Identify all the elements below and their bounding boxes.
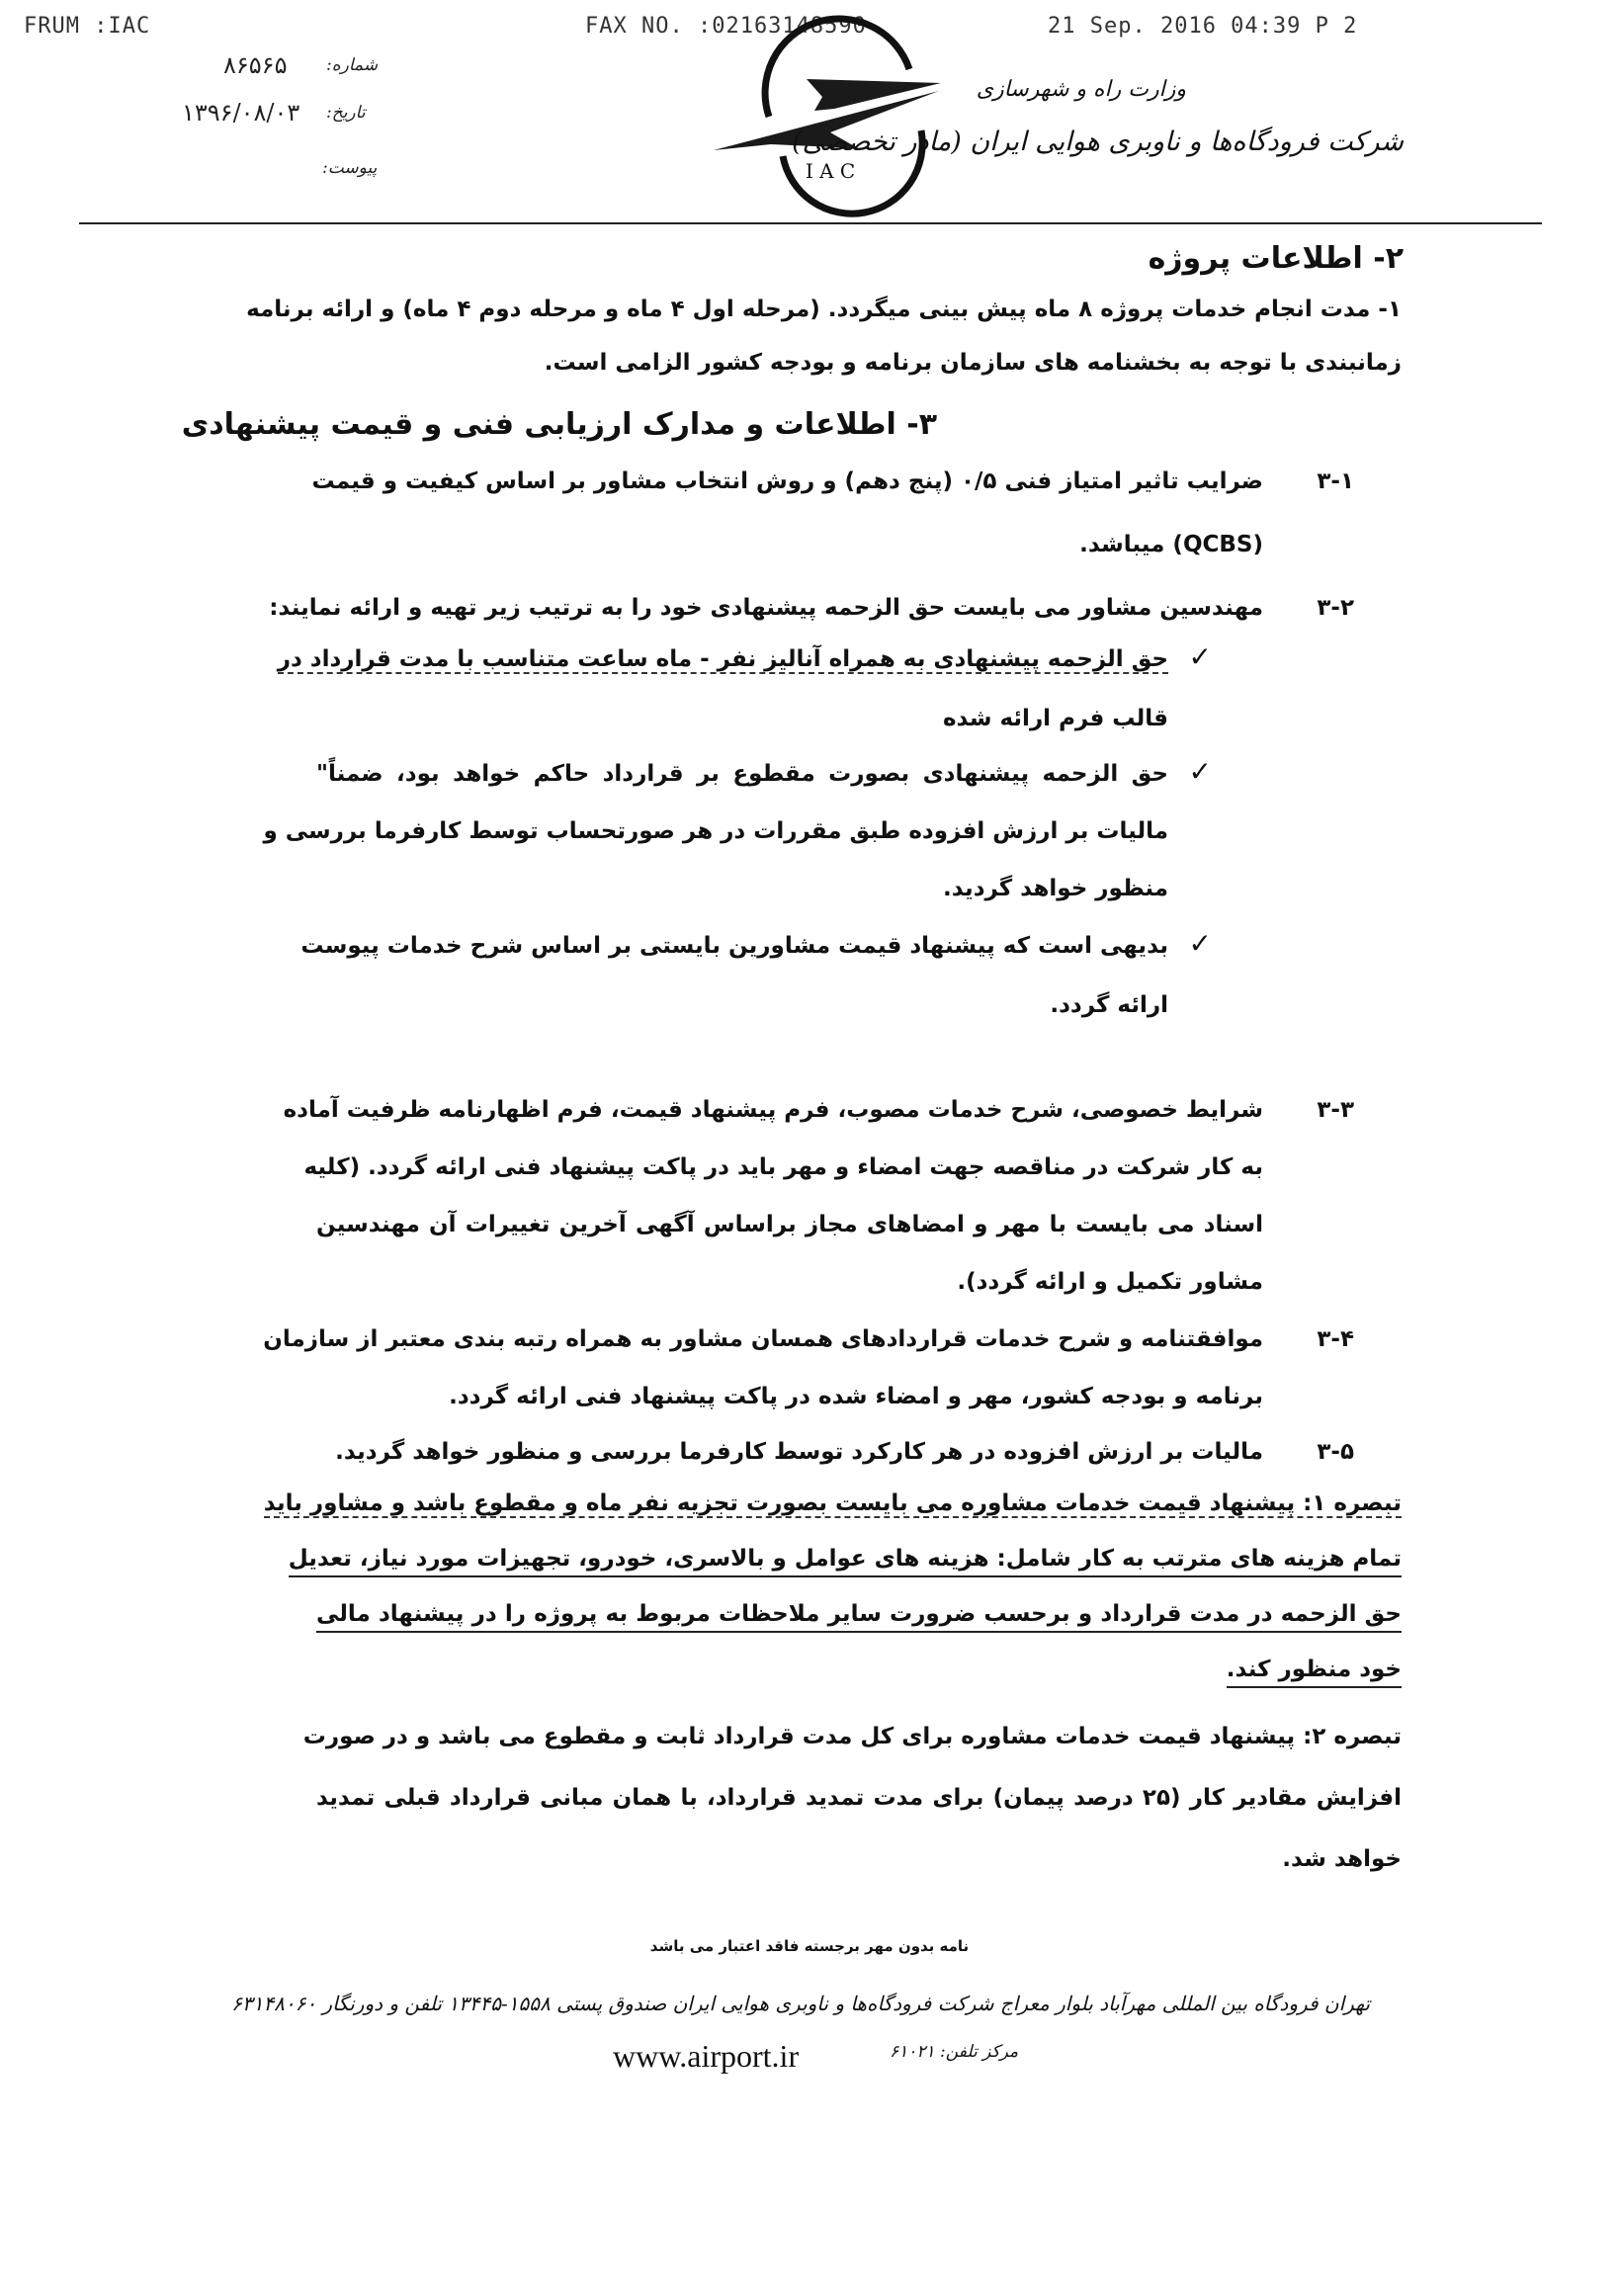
bullet-line: بدیهی است که پیشنهاد قیمت مشاورین بایستی بر اساس شرح خدمات پیوست xyxy=(300,933,1168,959)
section2-heading: ۲- اطلاعات پروژه xyxy=(1148,241,1404,276)
attachment-label: پیوست: xyxy=(322,158,378,178)
checkmark-icon: ✓ xyxy=(1188,640,1212,673)
footer-phone-center: مرکز تلفن: ۶۱۰۲۱ xyxy=(890,2042,1019,2062)
bullet-line: حق الزحمه پیشنهادی بصورت مقطوع بر قرارداد حاکم خواهد بود، ضمناً" xyxy=(316,761,1168,787)
letter-number: ۸۶۵۶۵ xyxy=(223,51,288,79)
letter-date: ۱۳۹۶/۰۸/۰۳ xyxy=(182,99,300,127)
item-line: ضرایب تاثیر امتیاز فنی ۰/۵ (پنج دهم) و روش انتخاب مشاور بر اساس کیفیت و قیمت xyxy=(311,468,1263,494)
section2-line: زمانبندی با توجه به بخشنامه های سازمان برنامه و بودجه کشور الزامی است. xyxy=(544,350,1402,376)
item-line: شرایط خصوصی، شرح خدمات مصوب، فرم پیشنهاد قیمت، فرم اظهارنامه ظرفیت آماده xyxy=(283,1097,1263,1123)
fax-number: FAX NO. :02163148590 xyxy=(585,14,867,39)
item-line: مهندسین مشاور می بایست حق الزحمه پیشنهادی خود را به ترتیب زیر تهیه و ارائه نمایند: xyxy=(269,595,1263,621)
item-line: مشاور تکمیل و ارائه گردد). xyxy=(957,1269,1263,1295)
section3-heading: ۳- اطلاعات و مدارک ارزیابی فنی و قیمت پیشنهادی xyxy=(181,407,937,442)
item-number: ۳-۴ xyxy=(1317,1326,1354,1352)
item-line: به کار شرکت در مناقصه جهت امضاء و مهر باید در پاکت پیشنهاد فنی ارائه گردد. (کلیه xyxy=(303,1154,1263,1180)
footer-validity-note: نامه بدون مهر برجسته فاقد اعتبار می باشد xyxy=(649,1937,970,1955)
bullet-line: ارائه گردد. xyxy=(1050,992,1168,1018)
note2-line: افزایش مقادیر کار (۲۵ درصد پیمان) برای مدت تمدید قرارداد، با همان مبانی قرارداد قبلی تمدید xyxy=(316,1785,1403,1811)
item-number: ۳-۲ xyxy=(1317,595,1354,621)
item-number: ۳-۱ xyxy=(1317,468,1354,494)
item-number: ۳-۳ xyxy=(1317,1097,1354,1123)
bullet-line: حق الزحمه پیشنهادی به همراه آنالیز نفر - ماه ساعت متناسب با مدت قرارداد در xyxy=(277,646,1168,672)
item-line: اسناد می بایست با مهر و امضاهای مجاز براساس آگهی آخرین تغییرات آن مهندسین xyxy=(316,1212,1263,1237)
note2-line: تبصره ۲: پیشنهاد قیمت خدمات مشاوره برای کل مدت قرارداد ثابت و مقطوع می باشد و در صورت xyxy=(302,1724,1402,1749)
item-line: برنامه و بودجه کشور، مهر و امضاء شده در پاکت پیشنهاد فنی ارائه گردد. xyxy=(449,1384,1263,1409)
company-name: شرکت فرودگاه‌ها و ناوبری هوایی ایران (مادر تخصصی) xyxy=(792,127,1404,157)
checkmark-icon: ✓ xyxy=(1188,927,1212,960)
fax-timestamp: 21 Sep. 2016 04:39 P 2 xyxy=(1048,14,1358,39)
footer-address: تهران فرودگاه بین المللی مهرآباد بلوار معراج شرکت فرودگاه‌ها و ناوبری هوایی ایران صندوق پستی ۱۵۵۸-۱۳۴۴۵ تلفن و دورنگار ۶۳۱۴۸۰۶۰ xyxy=(231,1992,1370,2015)
item-line: موافقتنامه و شرح خدمات قراردادهای همسان مشاور به همراه رتبه بندی معتبر از سازمان xyxy=(263,1326,1263,1352)
footer-website-link[interactable]: www.airport.ir xyxy=(613,2038,800,2074)
bullet-line: منظور خواهد گردید. xyxy=(943,876,1168,901)
section2-line: ۱- مدت انجام خدمات پروژه ۸ ماه پیش بینی میگردد. (مرحله اول ۴ ماه و مرحله دوم ۴ ماه) و ارائه برنامه xyxy=(246,297,1402,322)
item-line: (QCBS) میباشد. xyxy=(1079,532,1263,557)
logo-text: I A C xyxy=(805,159,856,183)
number-label: شماره: xyxy=(326,55,379,75)
item-line: مالیات بر ارزش افزوده در هر کارکرد توسط کارفرما بررسی و منظور خواهد گردید. xyxy=(335,1439,1263,1465)
note1-line: خود منظور کند. xyxy=(316,1657,1402,1682)
date-label: تاریخ: xyxy=(326,103,366,123)
bullet-line: قالب فرم ارائه شده xyxy=(942,706,1168,731)
checkmark-icon: ✓ xyxy=(1188,755,1212,788)
fax-sender: FRUM :IAC xyxy=(24,14,151,39)
note1-line: حق الزحمه در مدت قرارداد و برحسب ضرورت سایر ملاحظات مربوط به پروژه را در پیشنهاد مالی xyxy=(316,1601,1402,1627)
note1-line: تمام هزینه های مترتب به کار شامل: هزینه های عوامل و بالاسری، خودرو، تجهیزات مورد نیاز، تعدیل xyxy=(316,1546,1402,1572)
header-divider xyxy=(79,222,1542,224)
bullet-line: مالیات بر ارزش افزوده طبق مقررات در هر صورتحساب توسط کارفرما بررسی و xyxy=(263,818,1168,844)
ministry-name: وزارت راه و شهرسازی xyxy=(976,77,1186,102)
iac-logo xyxy=(712,40,949,198)
note1-line: تبصره ۱: پیشنهاد قیمت خدمات مشاوره می بایست بصورت تجزیه نفر ماه و مقطوع باشد و مشاور باید xyxy=(263,1490,1402,1516)
item-number: ۳-۵ xyxy=(1317,1439,1354,1465)
logo-wing-upper xyxy=(807,79,941,111)
note2-line: خواهد شد. xyxy=(1282,1846,1402,1872)
